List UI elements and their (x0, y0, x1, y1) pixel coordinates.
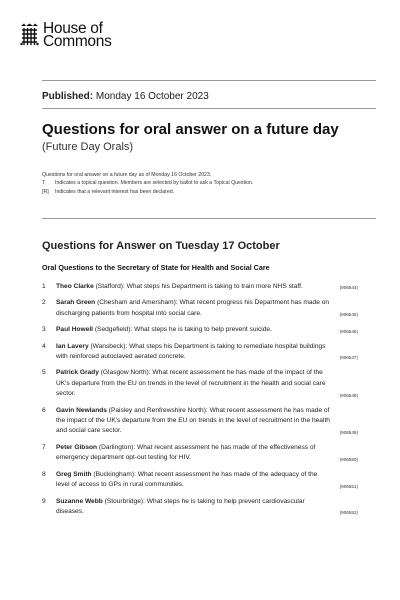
question-reference: (906552) (339, 510, 358, 516)
question-item (42, 298, 376, 319)
question-body: What steps his Department is taking to train more NHS staff. (126, 283, 303, 290)
published-line (42, 91, 209, 102)
question-reference: (906546) (339, 328, 358, 334)
published-date: Monday 16 October 2023 (95, 91, 209, 102)
question-number: 8 (42, 470, 46, 478)
constituency: (Wansbeck): (90, 342, 128, 350)
question-number: 9 (42, 497, 46, 505)
question-body: What steps he is taking to help prevent suicide. (134, 326, 272, 334)
question-item (42, 470, 376, 491)
question-number: 4 (42, 342, 46, 350)
question-body: What recent assessment he has made of the effectiveness of emergency department opt-out testing for HIV. (56, 443, 316, 462)
constituency: (Buckingham): (93, 470, 136, 478)
question-reference: (906551) (339, 483, 358, 489)
member-name: Suzanne Webb (56, 497, 103, 505)
key-row (42, 179, 372, 187)
constituency: (Stafford): (95, 283, 125, 290)
question-body: What recent assessment he has made of the impact of the UK's departure from the EU on trends in the level of recruitment in the health and social care sector. (56, 406, 330, 435)
key-meaning: Indicates a topical question. Members are selected by ballot to ask a Topical Question. (55, 180, 254, 187)
constituency: (Stourbridge): (104, 497, 145, 505)
page-subtitle: (Future Day Orals) (42, 141, 134, 153)
question-text (56, 406, 332, 437)
key-row (42, 188, 372, 196)
question-body: What steps his Department is taking to remediate hospital buildings with reinforced autoclaved aerated concrete. (56, 342, 326, 361)
key-meaning: Indicates that a relevant interest has been declared. (55, 188, 175, 195)
question-number: 5 (42, 369, 46, 377)
house-of-commons-logo (20, 22, 112, 48)
constituency: (Sedgefield): (94, 326, 133, 334)
question-reference: (906549) (339, 429, 358, 435)
question-text (56, 497, 332, 518)
member-name: Greg Smith (56, 470, 92, 478)
question-reference: (906548) (339, 392, 358, 398)
logo-line-1: House of (43, 20, 103, 37)
published-label: Published: (42, 91, 94, 102)
day-heading: Questions for Answer on Tuesday 17 October (42, 240, 280, 252)
constituency: (Chesham and Amersham): (97, 299, 178, 307)
member-name: Paul Howell (56, 326, 94, 334)
question-number: 1 (42, 283, 46, 290)
question-item (42, 342, 376, 363)
question-item (42, 368, 376, 399)
key-symbol: T (42, 180, 46, 187)
member-name: Patrick Grady (56, 369, 99, 377)
question-reference: (906550) (339, 456, 358, 462)
constituency: (Paisley and Renfrewshire North): (108, 406, 208, 414)
question-reference: (906545) (339, 312, 358, 318)
question-item (42, 443, 376, 464)
constituency: (Darlington): (98, 443, 136, 451)
question-number: 6 (42, 406, 46, 414)
constituency: (Glasgow North): (100, 369, 151, 377)
question-item (42, 406, 376, 437)
member-name: Sarah Green (56, 299, 96, 307)
question-body: What steps he is taking to help prevent cardiovascular diseases. (56, 497, 305, 515)
page-title: Questions for oral answer on a future day (42, 121, 339, 138)
question-text (56, 470, 332, 491)
question-reference: (906544) (339, 285, 358, 291)
question-text (56, 443, 332, 464)
question-item (42, 325, 376, 335)
member-name: Gavin Newlands (56, 406, 107, 414)
question-text (56, 298, 332, 319)
divider (42, 80, 376, 81)
member-name: Ian Lavery (56, 342, 89, 350)
question-number: 7 (42, 443, 46, 451)
divider (42, 108, 376, 109)
question-item (42, 282, 376, 292)
divider (42, 218, 376, 219)
question-text (56, 325, 332, 335)
member-name: Theo Clarke (56, 283, 94, 290)
intro-section (42, 171, 372, 196)
questions-list (42, 282, 376, 517)
question-text (56, 282, 332, 292)
portcullis-icon (20, 23, 39, 47)
key-symbol: [R] (42, 188, 49, 195)
question-item (42, 497, 376, 518)
logo-line-2: Commons (43, 33, 112, 50)
question-text (56, 368, 332, 399)
question-body: What recent progress his Department has made on discharging patients from hospital into social care. (56, 299, 330, 317)
logo-wordmark (43, 22, 112, 48)
question-number: 3 (42, 326, 46, 334)
intro-text: Questions for oral answer on a future day as of Monday 16 October 2023. (42, 172, 212, 178)
question-text (56, 342, 332, 363)
question-body: What recent assessment he has made of the adequacy of the level of access to GPs in rural communities. (56, 470, 318, 489)
question-number: 2 (42, 299, 46, 307)
member-name: Peter Gibson (56, 443, 98, 451)
department-heading: Oral Questions to the Secretary of State for Health and Social Care (42, 263, 270, 272)
question-body: What recent assessment he has made of the impact of the UK's departure from the EU on trends in the level of recruitment in the health and social care sector. (56, 369, 326, 398)
question-reference: (906547) (339, 355, 358, 361)
